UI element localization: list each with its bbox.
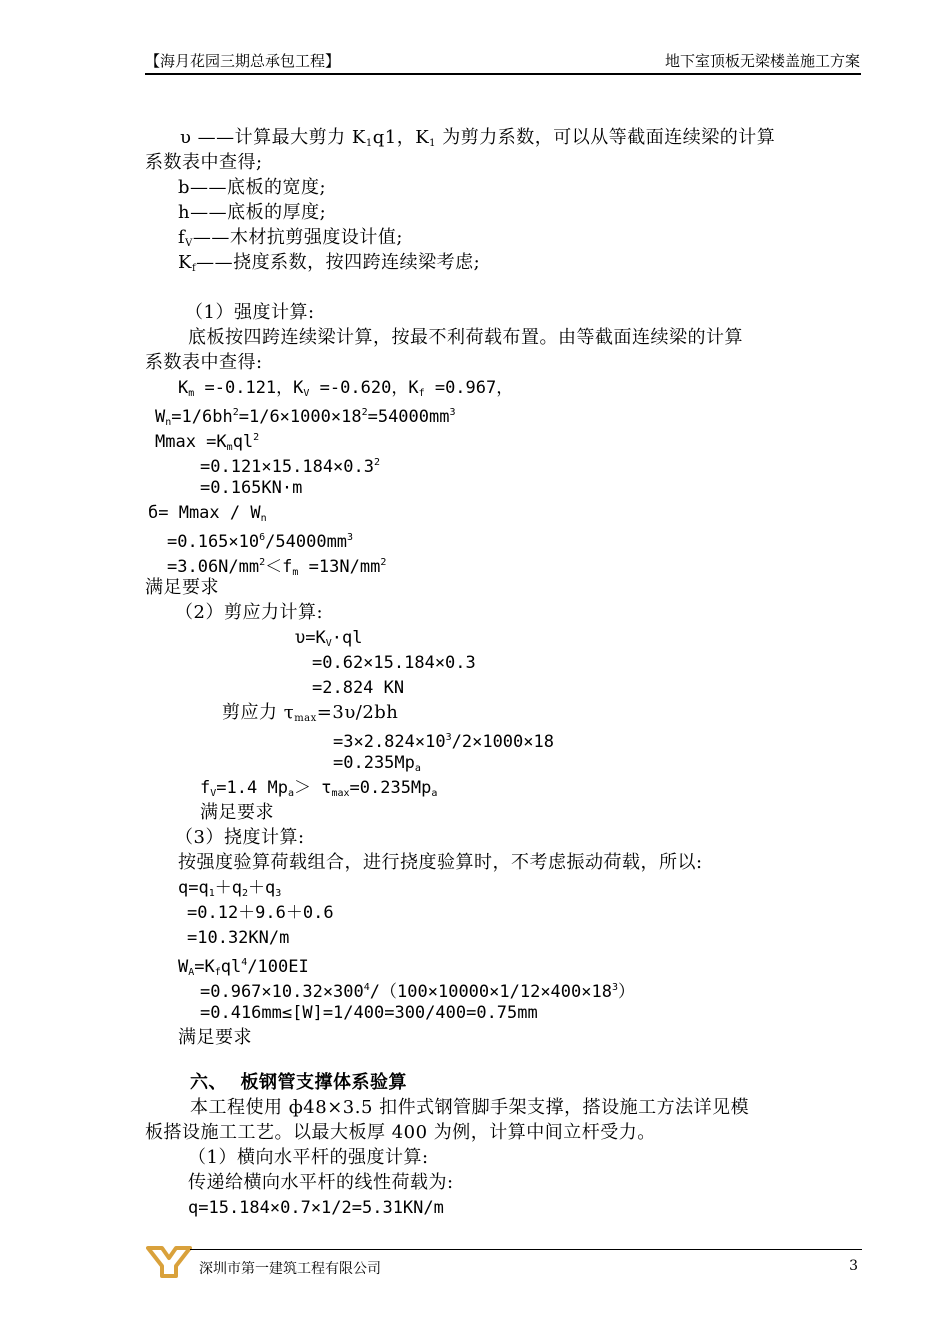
formula-wa-result: =0.416mm≤[W]=1/400=300/400=0.75mm: [200, 1003, 538, 1023]
section-strength-heading: （1）强度计算:: [185, 302, 315, 323]
subscript: 3: [275, 888, 282, 899]
text-run: ）: [618, 982, 635, 1002]
text-run: q=q: [178, 878, 209, 898]
text-run: =0.967×10.32×300: [200, 982, 364, 1002]
text-run: ——挠度系数，按四跨连续梁考虑;: [196, 252, 481, 273]
formula-mmax-result: =0.165KN·m: [200, 478, 303, 498]
subscript: V: [325, 638, 332, 649]
superscript: 4: [363, 982, 370, 993]
text-run: K: [178, 252, 192, 273]
text-run: W: [155, 407, 166, 427]
text-run: ＋q: [248, 878, 276, 898]
superscript: 6: [259, 532, 266, 543]
formula-stress-sub: [167, 526, 353, 554]
logo-mark: [148, 1248, 190, 1276]
section-six-heading: 六、 板钢管支撑体系验算: [190, 1072, 408, 1093]
text-run: =1/6×1000×18: [238, 407, 362, 427]
section-deflection-heading: （3）挠度计算:: [175, 827, 305, 848]
text-run: =-0.620，K: [309, 378, 419, 398]
section-shear-heading: （2）剪应力计算:: [175, 602, 324, 623]
text-run: f: [178, 227, 186, 248]
subscript: f: [191, 263, 197, 274]
subscript: V: [185, 238, 193, 249]
text-run: =K: [194, 957, 215, 977]
subscript: 1: [429, 138, 437, 149]
text-run: =0.235Mp: [349, 778, 432, 798]
text-run: q1，K: [372, 127, 430, 148]
text-run: υ=K: [295, 628, 326, 648]
subscript: n: [165, 417, 172, 428]
superscript: 2: [259, 557, 266, 568]
superscript: 2: [374, 457, 381, 468]
line-support-intro: 本工程使用 ф48×3.5 扣件式钢管脚手架支撑，搭设施工方法详见模: [190, 1097, 750, 1118]
text-run: ＞ τ: [293, 778, 332, 798]
text-run: =0.121×15.184×0.3: [200, 457, 374, 477]
formula-mmax-sub: [200, 451, 380, 479]
subscript: max: [294, 713, 317, 724]
text-run: =1.4 Mp: [216, 778, 288, 798]
formula-q-result: =10.32KN/m: [187, 928, 290, 948]
text-run: ——木材抗剪强度设计值;: [192, 227, 403, 248]
line-kf-def: [178, 251, 480, 281]
text-run: K: [178, 378, 189, 398]
text-run: υ ——计算最大剪力 K: [180, 127, 366, 148]
footer-rule: [190, 1249, 862, 1250]
subscript: f: [418, 388, 425, 399]
text-run: ·ql: [331, 628, 363, 648]
formula-q-sub: =0.12＋9.6＋0.6: [187, 903, 334, 923]
subscript: f: [214, 967, 221, 978]
text-run: =0.967，: [424, 378, 514, 398]
formula-shear-stress-sub: [333, 726, 554, 754]
text-run: Mmax =K: [155, 432, 227, 452]
superscript: 2: [380, 557, 387, 568]
subscript: a: [287, 788, 294, 799]
superscript: 3: [611, 982, 618, 993]
conclusion-ok-2: 满足要求: [200, 802, 274, 823]
subscript: 1: [208, 888, 215, 899]
text-run: =3υ/2bh: [316, 702, 399, 723]
subscript: m: [292, 567, 299, 578]
line-linear-load: 传递给横向水平杆的线性荷载为:: [188, 1172, 454, 1193]
superscript: 3: [445, 732, 452, 743]
conclusion-ok-3: 满足要求: [178, 1027, 252, 1048]
formula-linear-load: q=15.184×0.7×1/2=5.31KN/m: [188, 1198, 444, 1218]
header-project: 【海月花园三期总承包工程】: [145, 52, 341, 70]
line-strength-intro-cont: 系数表中查得:: [145, 352, 263, 373]
company-logo: [146, 1244, 192, 1280]
subscript: A: [188, 967, 195, 978]
text-run: =0.165×10: [167, 532, 260, 552]
subscript: a: [414, 763, 421, 774]
text-run: /54000mm: [265, 532, 348, 552]
subscript: a: [431, 788, 438, 799]
subscript: V: [210, 788, 217, 799]
line-support-intro-cont: 板搭设施工工艺。以最大板厚 400 为例，计算中间立杆受力。: [145, 1122, 656, 1143]
text-run: б= Mmax / W: [148, 503, 261, 523]
line-h-def: h——底板的厚度;: [178, 202, 327, 223]
subscript: n: [260, 513, 267, 524]
formula-wa-sub: [200, 976, 635, 1004]
superscript: 4: [241, 957, 248, 968]
footer-company: 深圳市第一建筑工程有限公司: [199, 1261, 381, 1277]
subscript: m: [188, 388, 195, 399]
superscript: 2: [232, 407, 239, 418]
text-run: ＋q: [214, 878, 242, 898]
text-run: =-0.121，K: [194, 378, 304, 398]
formula-shear-sub: =0.62×15.184×0.3: [312, 653, 476, 673]
text-run: =54000mm: [367, 407, 450, 427]
text-run: ql: [220, 957, 242, 977]
text-run: ＜f: [265, 557, 293, 577]
text-run: =3×2.824×10: [333, 732, 446, 752]
superscript: 2: [253, 432, 260, 443]
superscript: 3: [449, 407, 456, 418]
subscript: max: [331, 788, 350, 799]
header-doc-title: 地下室顶板无梁楼盖施工方案: [664, 52, 860, 70]
conclusion-ok-1: 满足要求: [145, 577, 219, 598]
text-run: ql: [232, 432, 254, 452]
formula-shear-result: =2.824 KN: [312, 678, 405, 698]
text-run: W: [178, 957, 189, 977]
line-shear-def: [180, 126, 775, 156]
page-number: 3: [849, 1258, 858, 1274]
text-run: /100EI: [247, 957, 309, 977]
subscript: 1: [365, 138, 373, 149]
superscript: 3: [347, 532, 354, 543]
text-run: /（100×10000×1/12×400×18: [369, 982, 612, 1002]
text-run: 为剪力系数，可以从等截面连续梁的计算: [436, 127, 776, 148]
section-transverse-heading: （1）横向水平杆的强度计算:: [188, 1147, 429, 1168]
subscript: 2: [242, 888, 249, 899]
text-run: 剪应力 τ: [222, 702, 295, 723]
text-run: =13N/mm: [298, 557, 381, 577]
text-run: =0.235Mp: [333, 753, 415, 773]
text-run: /2×1000×18: [451, 732, 554, 752]
text-run: f: [200, 778, 211, 798]
header-rule: [145, 73, 861, 75]
line-deflection-intro: 按强度验算荷载组合，进行挠度验算时，不考虑振动荷载，所以:: [178, 852, 703, 873]
line-strength-intro: 底板按四跨连续梁计算，按最不利荷载布置。由等截面连续梁的计算: [188, 327, 743, 348]
text-run: =3.06N/mm: [167, 557, 260, 577]
subscript: m: [226, 442, 233, 453]
line-b-def: b——底板的宽度;: [178, 177, 327, 198]
text-run: =1/6bh: [171, 407, 233, 427]
line-table-ref: 系数表中查得;: [145, 152, 263, 173]
superscript: 2: [361, 407, 368, 418]
subscript: V: [303, 388, 310, 399]
